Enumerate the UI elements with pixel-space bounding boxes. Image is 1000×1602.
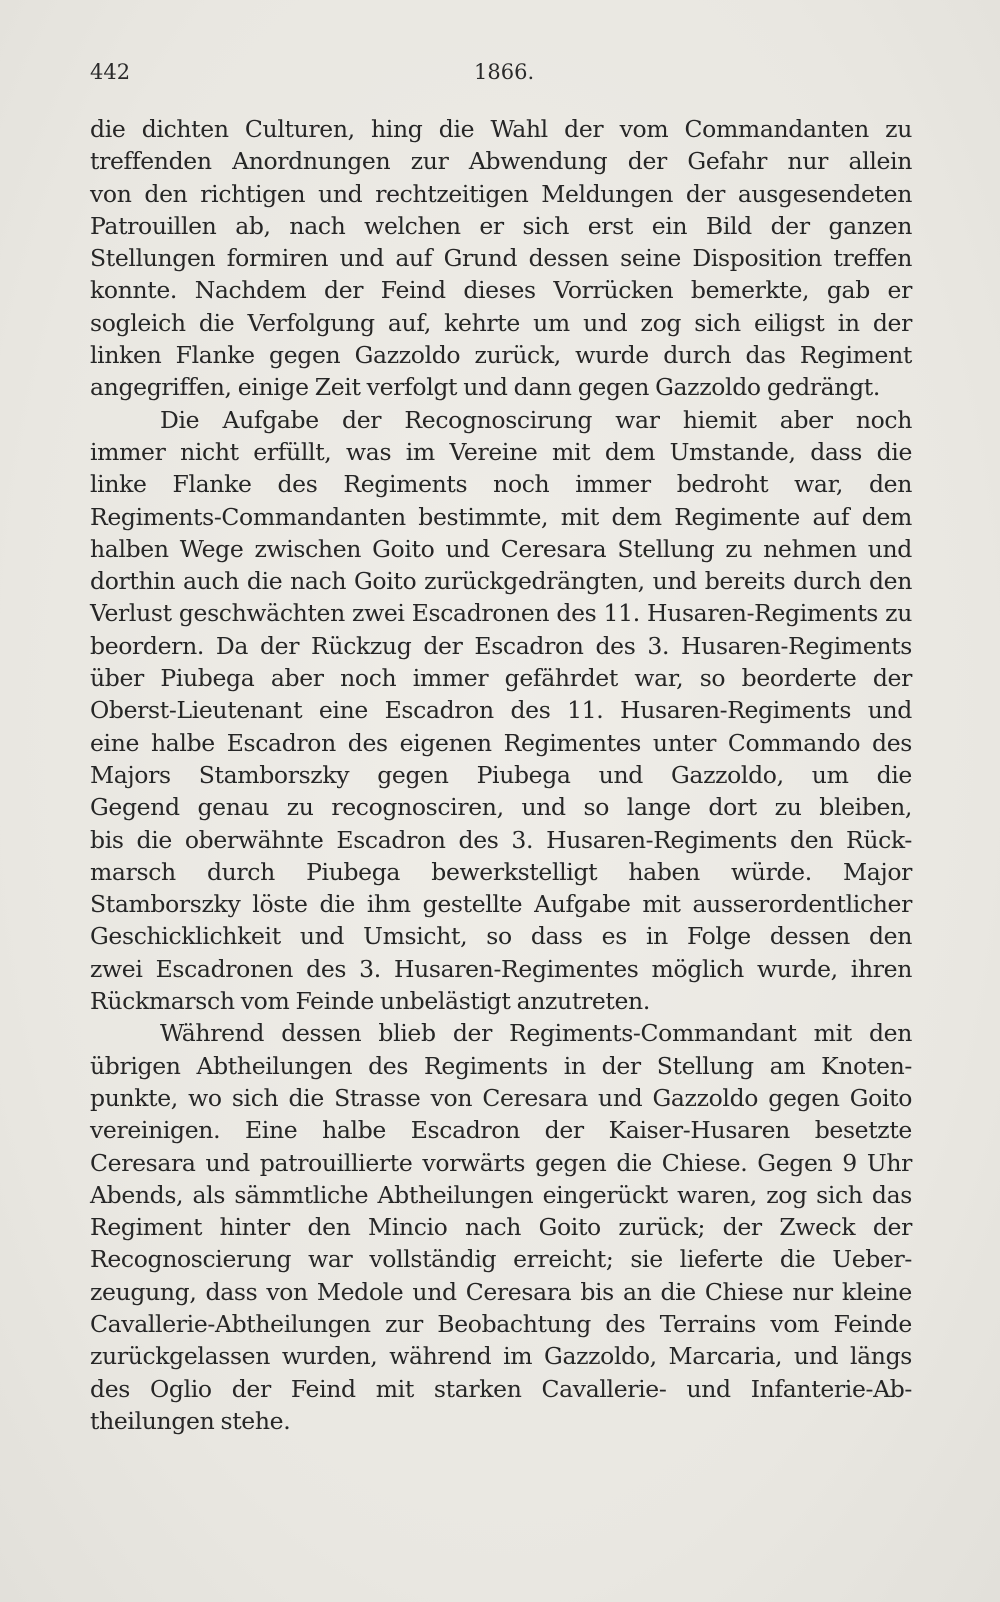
text-line: Während dessen blieb der Regiments-Commandant mit den	[160, 1019, 912, 1048]
text-line: Verlust geschwächten zwei Escadronen des 11. Husaren-Regiments zu	[90, 599, 912, 628]
body-text	[90, 113, 912, 1437]
text-line: die dichten Culturen, hing die Wahl der vom Commandanten zu	[90, 115, 912, 143]
running-head-year: 1866.	[474, 60, 535, 84]
text-line: punkte, wo sich die Strasse von Ceresara und Gazzoldo gegen Goito	[90, 1083, 912, 1112]
text-line: Geschicklichkeit und Umsicht, so dass es in Folge dessen den	[90, 922, 912, 951]
text-line: Regiments-Commandanten bestimmte, mit dem Regimente auf dem	[90, 502, 912, 531]
text-line: angegriffen, einige Zeit verfolgt und dann gegen Gazzoldo gedrängt.	[90, 373, 880, 402]
paragraph-1	[90, 113, 912, 404]
text-line: Recognoscierung war vollständig erreicht; sie lieferte die Ueber-	[90, 1245, 912, 1274]
text-line: Oberst-Lieutenant eine Escadron des 11. Husaren-Regiments und	[90, 696, 912, 725]
paragraph-2	[90, 404, 912, 1018]
text-line: Cavallerie-Abtheilungen zur Beobachtung des Terrains vom Feinde	[90, 1309, 912, 1338]
text-line: Abends, als sämmtliche Abtheilungen eingerückt waren, zog sich das	[90, 1180, 912, 1209]
text-line: dorthin auch die nach Goito zurückgedrängten, und bereits durch den	[90, 567, 912, 596]
text-line: sogleich die Verfolgung auf, kehrte um und zog sich eiligst in der	[90, 308, 912, 337]
text-line: vereinigen. Eine halbe Escadron der Kaiser-Husaren besetzte	[90, 1116, 912, 1145]
text-line: Stamborszky löste die ihm gestellte Aufgabe mit ausserordentlicher	[90, 890, 912, 919]
text-line: zwei Escadronen des 3. Husaren-Regimentes möglich wurde, ihren	[90, 954, 912, 983]
text-line: konnte. Nachdem der Feind dieses Vorrücken bemerkte, gab er	[90, 276, 912, 305]
text-line: über Piubega aber noch immer gefährdet war, so beorderte der	[90, 664, 912, 693]
text-line: linken Flanke gegen Gazzoldo zurück, wurde durch das Regiment	[90, 341, 912, 370]
text-line: Ceresara und patrouillierte vorwärts gegen die Chiese. Gegen 9 Uhr	[90, 1148, 912, 1177]
text-line: Die Aufgabe der Recognoscirung war hiemit aber noch	[160, 405, 912, 434]
text-line: von den richtigen und rechtzeitigen Meldungen der ausgesendeten	[90, 179, 912, 208]
text-line: Regiment hinter den Mincio nach Goito zurück; der Zweck der	[90, 1213, 912, 1242]
text-line: zurückgelassen wurden, während im Gazzoldo, Marcaria, und längs	[90, 1342, 912, 1371]
paragraph-3	[90, 1017, 912, 1437]
text-line: marsch durch Piubega bewerkstelligt haben würde. Major	[90, 857, 912, 886]
text-line: Gegend genau zu recognosciren, und so lange dort zu bleiben,	[90, 793, 912, 822]
text-line: treffenden Anordnungen zur Abwendung der Gefahr nur allein	[90, 147, 912, 176]
text-line: bis die oberwähnte Escadron des 3. Husaren-Regiments den Rück-	[90, 825, 912, 854]
text-line: Stellungen formiren und auf Grund dessen seine Disposition treffen	[90, 244, 912, 273]
page-number: 442	[90, 60, 131, 84]
text-line: eine halbe Escadron des eigenen Regimentes unter Commando des	[90, 728, 912, 757]
text-line: Patrouillen ab, nach welchen er sich erst ein Bild der ganzen	[90, 211, 912, 240]
text-line: theilungen stehe.	[90, 1406, 291, 1435]
text-line: Majors Stamborszky gegen Piubega und Gazzoldo, um die	[90, 760, 912, 789]
text-line: zeugung, dass von Medole und Ceresara bis an die Chiese nur kleine	[90, 1277, 912, 1306]
text-line: linke Flanke des Regiments noch immer bedroht war, den	[90, 470, 912, 499]
text-line: übrigen Abtheilungen des Regiments in der Stellung am Knoten-	[90, 1051, 912, 1080]
text-line: des Oglio der Feind mit starken Cavallerie- und Infanterie-Ab-	[90, 1374, 912, 1403]
text-line: Rückmarsch vom Feinde unbelästigt anzutreten.	[90, 987, 650, 1016]
page-header	[90, 60, 910, 90]
text-line: immer nicht erfüllt, was im Vereine mit dem Umstande, dass die	[90, 437, 912, 466]
text-line: halben Wege zwischen Goito und Ceresara Stellung zu nehmen und	[90, 534, 912, 563]
text-line: beordern. Da der Rückzug der Escadron des 3. Husaren-Regiments	[90, 631, 912, 660]
